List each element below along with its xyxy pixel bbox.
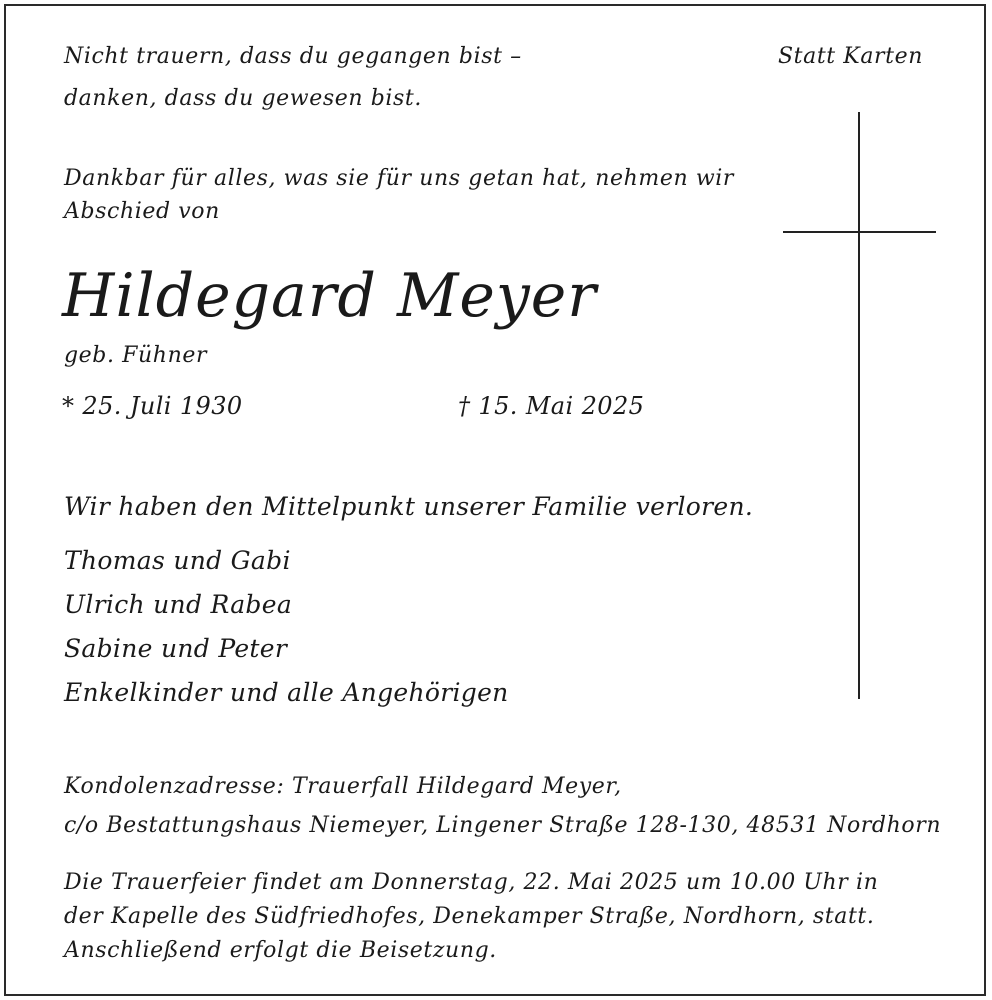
family-member: Thomas und Gabi (64, 546, 291, 575)
condolence-line-2: c/o Bestattungshaus Niemeyer, Lingener Straße 128-130, 48531 Nordhorn (64, 813, 942, 838)
family-member: Sabine und Peter (64, 634, 288, 663)
statt-karten-label: Statt Karten (778, 44, 924, 69)
service-line-3: Anschließend erfolgt die Beisetzung. (64, 938, 497, 963)
death-date: † 15. Mai 2025 (458, 392, 645, 420)
cross-vertical-bar (858, 112, 860, 699)
condolence-line-1: Kondolenzadresse: Trauerfall Hildegard Meyer, (64, 774, 622, 799)
poem-line-1: Nicht trauern, dass du gegangen bist – (64, 44, 522, 69)
family-member: Enkelkinder und alle Angehörigen (64, 678, 509, 707)
family-statement: Wir haben den Mittelpunkt unserer Familie verloren. (64, 492, 754, 521)
poem-line-2: danken, dass du gewesen bist. (64, 86, 422, 111)
cross-horizontal-bar (783, 231, 936, 233)
birth-name: geb. Fühner (64, 343, 208, 368)
deceased-name: Hildegard Meyer (62, 261, 597, 331)
family-member: Ulrich und Rabea (64, 590, 293, 619)
service-line-1: Die Trauerfeier findet am Donnerstag, 22. Mai 2025 um 10.00 Uhr in (64, 870, 879, 895)
intro-line-2: Abschied von (64, 199, 220, 224)
birth-date: * 25. Juli 1930 (62, 392, 243, 420)
intro-line-1: Dankbar für alles, was sie für uns getan hat, nehmen wir (64, 166, 734, 191)
service-line-2: der Kapelle des Südfriedhofes, Denekamper Straße, Nordhorn, statt. (64, 904, 875, 929)
obituary-card (4, 4, 986, 996)
